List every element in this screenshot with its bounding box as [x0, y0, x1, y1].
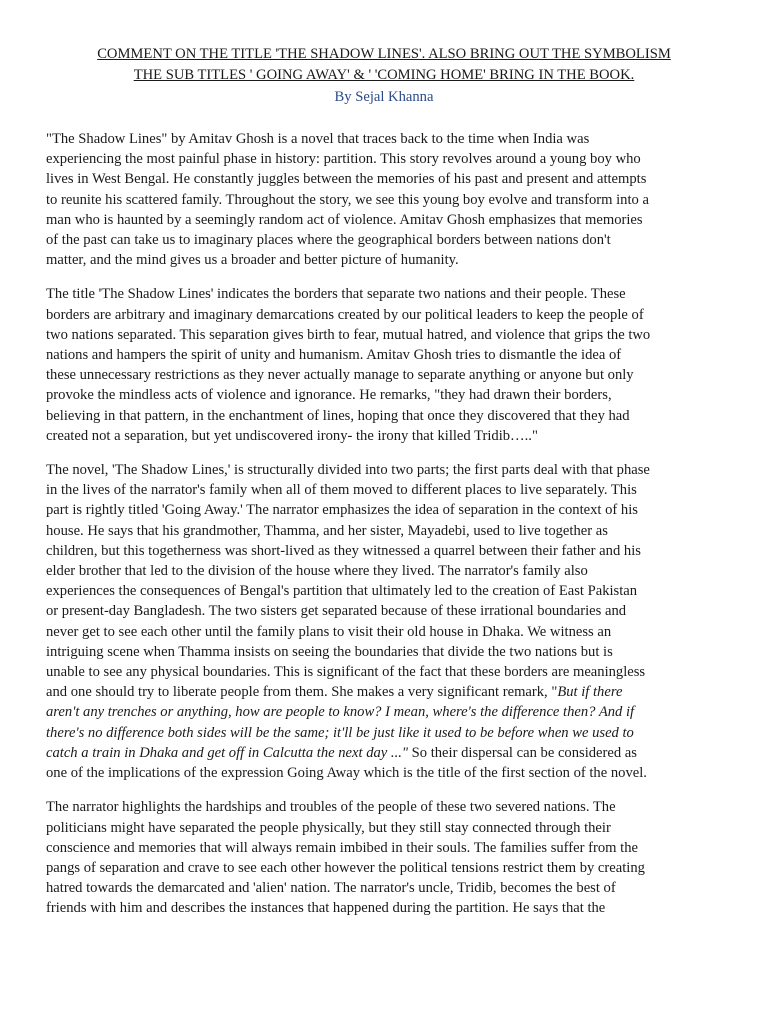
text-line: friends with him and describes the instances that happened during the partition. He says that the [46, 900, 606, 917]
title-line: COMMENT ON THE TITLE 'THE SHADOW LINES'. ALSO BRING OUT THE SYMBOLISM [97, 46, 671, 62]
text-line: politicians might have separated the people physically, but they still stay connected through their [46, 819, 611, 836]
text-line: borders are arbitrary and imaginary demarcations created by our political leaders to keep the people of [46, 306, 644, 323]
text-line: nations and hampers the spirit of unity and humanism. Amitav Ghosh tries to dismantle the idea of [46, 347, 622, 364]
text-line: experiences the consequences of Bengal's partition that ultimately led to the creation of East Pakistan [46, 583, 638, 600]
text-line-mixed [46, 743, 722, 763]
text-line: never get to see each other until the family plans to visit their old house in Dhaka. We witness an [46, 623, 612, 640]
quote-fragment: aren't any trenches or anything, how are people to know? I mean, where's the difference then? And if [46, 704, 635, 721]
text-line: pangs of separation and crave to see each other however the political tensions restrict them by creating [46, 859, 645, 876]
text-line: in the lives of the narrator's family when all of them moved to different places to live separately. This [46, 482, 637, 499]
text-line: "The Shadow Lines" by Amitav Ghosh is a novel that traces back to the time when India was [46, 131, 590, 147]
text-line: lives in West Bengal. He constantly juggles between the memories of his past and present and attempts [46, 171, 647, 188]
document-title [46, 44, 722, 86]
text-line: two nations separated. This separation gives birth to fear, mutual hatred, and violence that grips the two [46, 326, 651, 343]
plain-fragment: So their dispersal can be considered as [408, 744, 637, 761]
text-line: elder brother that led to the division of the house where they lived. The narrator's family also [46, 563, 588, 580]
text-line: matter, and the mind gives us a broader and better picture of humanity. [46, 252, 459, 269]
text-line: hatred towards the demarcated and 'alien' nation. The narrator's uncle, Tridib, becomes the best of [46, 880, 616, 897]
text-line [46, 723, 722, 743]
text-line: unable to see any physical boundaries. This is significant of the fact that these borders are meaningless [46, 664, 646, 681]
paragraph-intro [46, 129, 722, 270]
text-line: part is rightly titled 'Going Away.' The narrator emphasizes the idea of separation in the context of his [46, 502, 638, 519]
text-line: provoke the mindless acts of violence and ignorance. He remarks, "they had drawn their borders, [46, 387, 612, 404]
paragraph-hardships [46, 797, 722, 918]
text-line: these unnecessary restrictions as they never actually manage to separate anything or anyone but only [46, 367, 634, 384]
text-line: intriguing scene when Thamma insists on seeing the boundaries that divide the two nations but is [46, 643, 613, 660]
text-line: experiencing the most painful phase in history: partition. This story revolves around a young boy who [46, 151, 641, 168]
quote-fragment: there's no difference both sides will be the same; it'll be just like it used to be before when we used to [46, 724, 634, 741]
quote-fragment: catch a train in Dhaka and get off in Calcutta the next day ..." [46, 744, 408, 761]
text-line: created not a separation, but yet undiscovered irony- the irony that killed Tridib….." [46, 427, 538, 444]
paragraph-title-meaning [46, 284, 722, 446]
text-line: believing in that pattern, in the enchantment of lines, hoping that once they discovered that they had [46, 407, 630, 424]
quote-fragment: But if there [557, 684, 623, 701]
paragraph-going-away [46, 460, 722, 783]
text-line: man who is haunted by a seemingly random act of violence. Amitav Ghosh emphasizes that memories [46, 211, 643, 228]
document-page [46, 44, 722, 919]
text-line: children, but this togetherness was short-lived as they witnessed a quarrel between their father and his [46, 542, 641, 559]
text-line: house. He says that his grandmother, Thamma, and her sister, Mayadebi, used to live together as [46, 522, 608, 539]
text-line: The title 'The Shadow Lines' indicates the borders that separate two nations and their people. These [46, 286, 626, 303]
text-line: one of the implications of the expression Going Away which is the title of the first section of the novel. [46, 765, 647, 782]
text-line: The narrator highlights the hardships and troubles of the people of these two severed nations. The [46, 799, 616, 816]
author-byline: By Sejal Khanna [334, 89, 434, 105]
plain-fragment: and one should try to liberate people from them. She makes a very significant remark, " [46, 684, 558, 701]
text-line [46, 702, 722, 722]
title-line: THE SUB TITLES ' GOING AWAY' & ' 'COMING HOME' BRING IN THE BOOK. [133, 67, 635, 83]
text-line: The novel, 'The Shadow Lines,' is structurally divided into two parts; the first parts deal with that phase [46, 462, 650, 479]
text-line: of the past can take us to imaginary places where the geographical borders between nations don't [46, 232, 611, 249]
text-line: conscience and memories that will always remain imbibed in their souls. The families suffer from the [46, 839, 638, 856]
text-line: to reunite his scattered family. Throughout the story, we see this young boy evolve and transform into a [46, 191, 649, 208]
text-line-mixed [46, 682, 722, 702]
text-line: or present-day Bangladesh. The two sisters get separated because of these irrational boundaries and [46, 603, 627, 620]
